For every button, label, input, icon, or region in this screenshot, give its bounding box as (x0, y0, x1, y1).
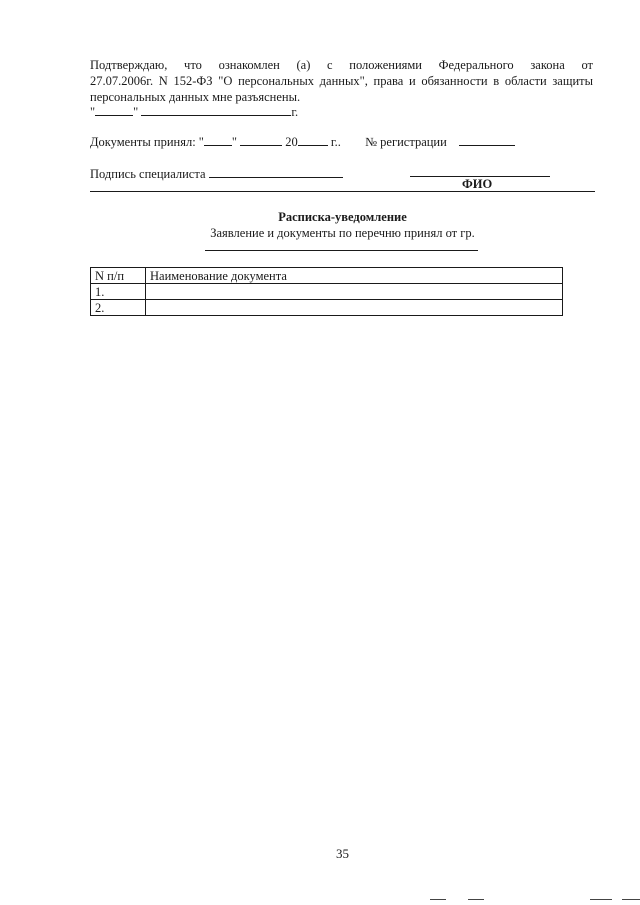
received-year-suffix: г.. (330, 135, 341, 149)
received-century: 20 (285, 135, 298, 149)
month-year-blank (141, 103, 291, 116)
day-blank (95, 103, 133, 116)
received-day-blank (204, 133, 232, 146)
specialist-signature-blank (209, 165, 343, 178)
applicant-name-blank (205, 250, 478, 251)
row-number: 2. (91, 300, 146, 316)
column-header-number: N п/п (91, 268, 146, 284)
received-year-blank (298, 133, 328, 146)
documents-table (90, 267, 563, 316)
row-document-name (146, 300, 563, 316)
fio-label: ФИО (462, 177, 493, 191)
received-mid-quote: " (231, 135, 238, 149)
table-row (91, 284, 563, 300)
registration-blank (459, 133, 515, 146)
table-header-row (91, 268, 563, 284)
row-document-name (146, 284, 563, 300)
scan-edge-mark (622, 899, 640, 900)
section-divider (90, 191, 595, 192)
page-number: 35 (336, 846, 349, 861)
documents-received-label: Документы принял: " (90, 135, 204, 149)
year-suffix: г. (291, 105, 299, 119)
column-header-document-name: Наименование документа (146, 268, 563, 284)
receipt-subtitle: Заявление и документы по перечню принял от гр. (210, 226, 475, 240)
consent-date-line (90, 103, 298, 120)
consent-first-line: Подтверждаю, что ознакомлен (а) с положениями Федерального закона от (90, 58, 593, 72)
scan-edge-mark (430, 899, 446, 900)
row-number: 1. (91, 284, 146, 300)
specialist-label: Подпись специалиста (90, 167, 206, 181)
consent-paragraph (90, 57, 593, 105)
scan-edge-mark (468, 899, 484, 900)
close-quote: " (133, 105, 139, 119)
receipt-title: Расписка-уведомление (278, 210, 407, 224)
consent-text: 27.07.2006г. N 152-ФЗ "О персональных данных", права и обязанности в области защиты персональных данных мне разъяснены. (90, 74, 593, 104)
documents-received-line (90, 133, 515, 150)
registration-label: № регистрации (365, 135, 447, 149)
scan-edge-mark (590, 899, 612, 900)
open-quote: " (90, 105, 96, 119)
specialist-signature-line (90, 165, 343, 182)
table-row (91, 300, 563, 316)
received-month-blank (240, 133, 282, 146)
